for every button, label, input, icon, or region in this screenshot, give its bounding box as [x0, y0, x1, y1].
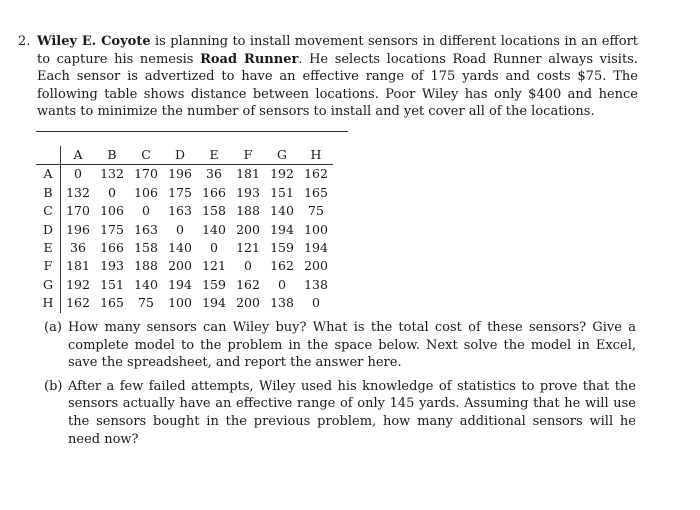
distance-cell: 100 [168, 295, 192, 311]
row-header-f: F [36, 257, 61, 275]
table-row-c [36, 202, 333, 220]
distance-table [36, 146, 333, 313]
problem-number: 2. [18, 34, 31, 49]
column-header-a: A [61, 146, 96, 165]
table-row-f [36, 257, 333, 275]
part-b-text: After a few failed attempts, Wiley used his knowledge of statistics to prove that the sensors actually have an effective range of only 145 yards. Assuming that he will use the sensors bought in the previous problem, how many additional sensors will he need now? [68, 378, 636, 447]
distance-cell: 0 [312, 295, 320, 311]
part-a [44, 319, 636, 372]
coyote-name: Wiley E. Coyote [37, 34, 151, 49]
part-b [44, 378, 636, 448]
distance-cell: 163 [168, 203, 192, 219]
distance-cell: 196 [168, 166, 192, 182]
distance-cell: 140 [134, 276, 158, 292]
distance-cell: 200 [236, 295, 260, 311]
distance-cell: 170 [134, 166, 158, 182]
distance-cell: 162 [66, 295, 90, 311]
part-b-label: (b) [44, 378, 63, 394]
distance-cell: 36 [70, 240, 86, 256]
distance-cell: 138 [304, 276, 328, 292]
distance-cell: 100 [304, 221, 328, 237]
distance-cell: 193 [236, 184, 260, 200]
column-header-g: G [265, 146, 299, 165]
problem-text-2: . He selects locations Road Runner always visits. Each sensor is advertized to have an effective range of 175 yards and costs $75. The following table shows distance between locations. Poor Wiley has only $400 and hence wants to minimize the number of sensors to install and yet cover all of the locations. [37, 51, 638, 119]
distance-cell: 188 [134, 258, 158, 274]
table-top-rule [36, 131, 348, 132]
distance-cell: 159 [270, 240, 294, 256]
distance-cell: 192 [270, 166, 294, 182]
problem-text-1: is planning to install movement sensors in different locations in an effort to capture his nemesis [37, 34, 639, 67]
distance-cell: 0 [278, 276, 286, 292]
distance-cell: 200 [168, 258, 192, 274]
table-body [36, 165, 333, 313]
distance-cell: 132 [100, 166, 124, 182]
column-header-f: F [231, 146, 265, 165]
distance-cell: 0 [142, 203, 150, 219]
row-header-g: G [36, 276, 61, 294]
distance-cell: 0 [210, 240, 218, 256]
distance-cell: 194 [270, 221, 294, 237]
distance-cell: 140 [202, 221, 226, 237]
row-header-a: A [36, 165, 61, 184]
distance-cell: 140 [168, 240, 192, 256]
table-header-row [36, 146, 333, 165]
distance-cell: 151 [100, 276, 124, 292]
sub-questions [44, 319, 636, 454]
road-runner-name: Road Runner [200, 51, 299, 67]
distance-cell: 0 [74, 166, 82, 182]
table-corner-cell [36, 146, 61, 165]
distance-cell: 121 [202, 258, 226, 274]
distance-cell: 163 [134, 221, 158, 237]
table-row-h [36, 294, 333, 312]
distance-cell: 188 [236, 203, 260, 219]
distance-cell: 194 [202, 295, 226, 311]
row-header-h: H [36, 294, 61, 312]
distance-cell: 106 [134, 184, 158, 200]
table-row-e [36, 239, 333, 257]
distance-cell: 132 [66, 184, 90, 200]
column-header-c: C [129, 146, 163, 165]
distance-cell: 181 [236, 166, 260, 182]
distance-cell: 192 [66, 276, 90, 292]
distance-cell: 75 [138, 295, 154, 311]
distance-cell: 106 [100, 203, 124, 219]
distance-cell: 166 [100, 240, 124, 256]
distance-cell: 193 [100, 258, 124, 274]
distance-table-container [36, 131, 348, 313]
distance-cell: 194 [304, 240, 328, 256]
distance-cell: 36 [206, 166, 222, 182]
distance-cell: 175 [100, 221, 124, 237]
column-header-d: D [163, 146, 197, 165]
distance-cell: 158 [134, 240, 158, 256]
distance-cell: 0 [244, 258, 252, 274]
table-row-b [36, 184, 333, 202]
problem-body [37, 33, 638, 121]
distance-cell: 158 [202, 203, 226, 219]
table-row-d [36, 221, 333, 239]
distance-cell: 138 [270, 295, 294, 311]
distance-cell: 0 [108, 184, 116, 200]
distance-cell: 165 [100, 295, 124, 311]
row-header-c: C [36, 202, 61, 220]
distance-cell: 140 [270, 203, 294, 219]
distance-cell: 75 [308, 203, 324, 219]
distance-cell: 162 [270, 258, 294, 274]
distance-cell: 196 [66, 221, 90, 237]
table-row-a [36, 165, 333, 184]
distance-cell: 194 [168, 276, 192, 292]
column-header-e: E [197, 146, 231, 165]
distance-cell: 175 [168, 184, 192, 200]
row-header-d: D [36, 221, 61, 239]
distance-cell: 0 [176, 221, 184, 237]
distance-cell: 166 [202, 184, 226, 200]
distance-cell: 151 [270, 184, 294, 200]
row-header-e: E [36, 239, 61, 257]
distance-cell: 159 [202, 276, 226, 292]
distance-cell: 200 [304, 258, 328, 274]
distance-cell: 162 [304, 166, 328, 182]
column-header-b: B [95, 146, 129, 165]
distance-cell: 200 [236, 221, 260, 237]
table-row-g [36, 276, 333, 294]
distance-cell: 165 [304, 184, 328, 200]
row-header-b: B [36, 184, 61, 202]
part-a-text: How many sensors can Wiley buy? What is the total cost of these sensors? Give a complete model to the problem in the space below. Next solve the model in Excel, save the spreadsheet, and report the answer here. [68, 320, 636, 371]
distance-cell: 121 [236, 240, 260, 256]
part-a-label: (a) [44, 320, 62, 335]
distance-cell: 162 [236, 276, 260, 292]
problem-statement [18, 33, 638, 121]
distance-cell: 181 [66, 258, 90, 274]
distance-cell: 170 [66, 203, 90, 219]
column-header-h: H [299, 146, 333, 165]
